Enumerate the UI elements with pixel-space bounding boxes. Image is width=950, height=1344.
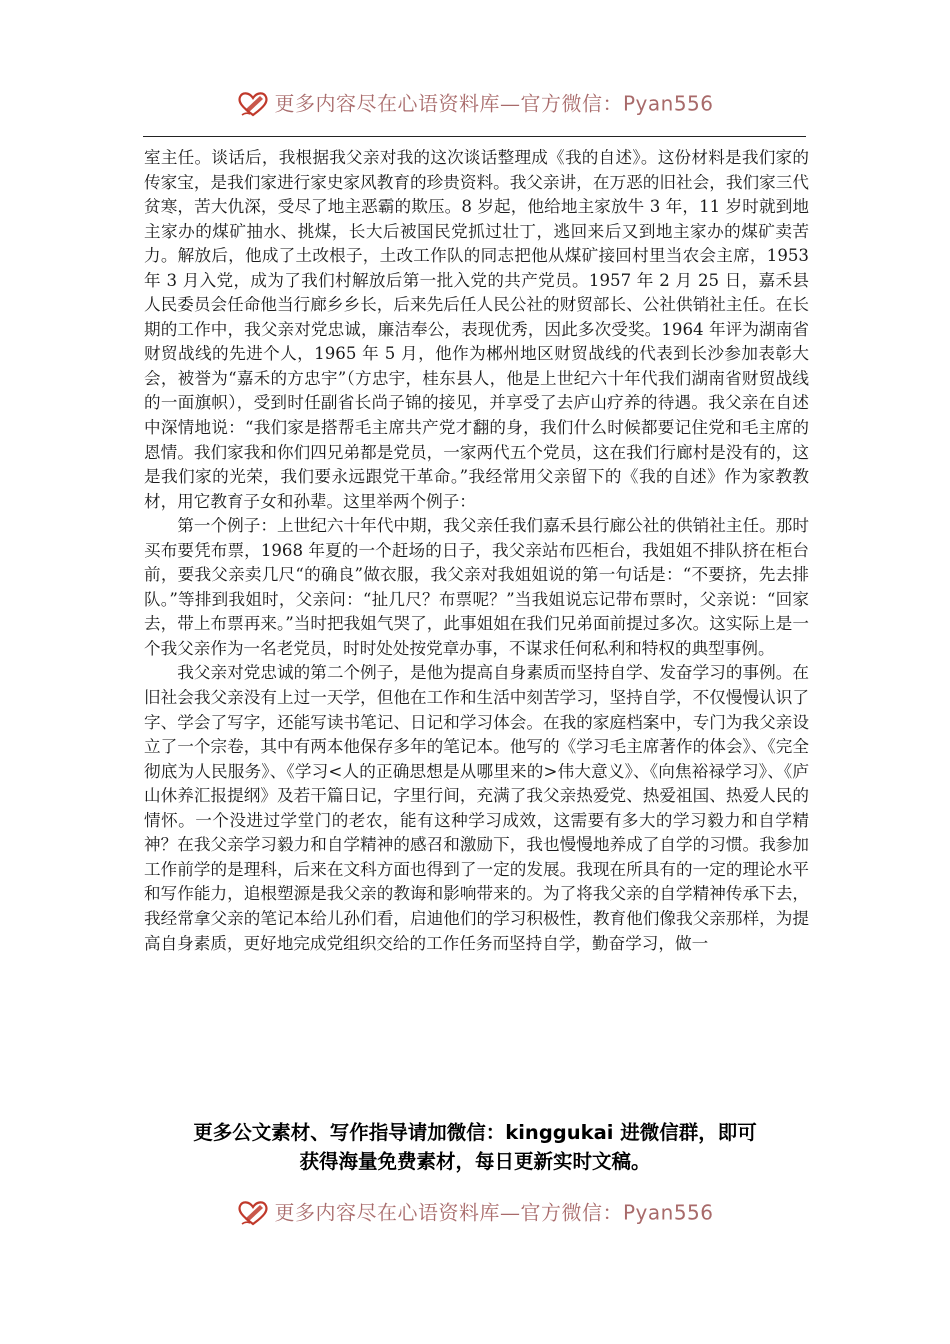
promo-notice <box>0 1118 950 1176</box>
article-paragraph-2: 第一个例子：上世纪六十年代中期，我父亲任我们嘉禾县行廊公社的供销社主任。那时买布要凭布票，1968 年夏的一个赶场的日子，我父亲站布匹柜台，我姐姐不排队挤在柜台前，要我父亲卖几尺“的确良”做衣服，我父亲对我姐姐说的第一句话是：“不要挤，先去排队。”等排到我姐时，父亲问：“扯几尺？布票呢？”当我姐说忘记带布票时，父亲说：“回家去，带上布票再来。”当时把我姐气哭了，此事姐姐在我们兄弟面前提过多次。这实际上是一个我父亲作为一名老党员，时时处处按党章办事，不谋求任何私利和特权的典型事例。 <box>144 516 809 658</box>
header-banner <box>0 88 950 118</box>
banner-wechat-id: Pyan556 <box>622 1200 714 1225</box>
header-divider <box>143 136 806 137</box>
banner-text: 更多内容尽在心语资料库—官方微信： <box>274 91 623 116</box>
article-paragraph-3: 我父亲对党忠诚的第二个例子，是他为提高自身素质而坚持自学、发奋学习的事例。在旧社会我父亲没有上过一天学，但他在工作和生活中刻苦学习，坚持自学，不仅慢慢认识了字、学会了写字，还能写读书笔记、日记和学习体会。在我的家庭档案中，专门为我父亲设立了一个宗卷，其中有两本他保存多年的笔记本。他写的《学习毛主席著作的体会》、《完全彻底为人民服务》、《学习<人的正确思想是从哪里来的>伟大意义》、《向焦裕禄学习》、《庐山休养汇报提纲》及若干篇日记，字里行间，充满了我父亲热爱党、热爱祖国、热爱人民的情怀。一个没进过学堂门的老农，能有这种学习成效，这需要有多大的学习毅力和自学精神？在我父亲学习毅力和自学精神的感召和激励下，我也慢慢地养成了自学的习惯。我参加工作前学的是理科，后来在文科方面也得到了一定的发展。我现在所具有的一定的理论水平和写作能力，追根塑源是我父亲的教诲和影响带来的。为了将我父亲的自学精神传承下去，我经常拿父亲的笔记本给儿孙们看，启迪他们的学习积极性，教育他们像我父亲那样，为提高自身素质，更好地完成党组织交给的工作任务而坚持自学，勤奋学习，做一 <box>144 663 809 953</box>
banner-wechat-id: Pyan556 <box>622 91 714 116</box>
article-body <box>144 146 809 956</box>
footer-banner <box>0 1197 950 1227</box>
promo-line-2: 获得海量免费素材，每日更新实时文稿。 <box>299 1150 651 1173</box>
heart-pen-logo-icon <box>236 1199 270 1227</box>
heart-pen-logo-icon <box>236 90 270 118</box>
article-paragraph-1: 室主任。谈话后，我根据我父亲对我的这次谈话整理成《我的自述》。这份材料是我们家的传家宝，是我们家进行家史家风教育的珍贵资料。我父亲讲，在万恶的旧社会，我们家三代贫寒，苦大仇深，受尽了地主恶霸的欺压。8 岁起，他给地主家放牛 3 年，11 岁时就到地主家办的煤矿抽水、挑煤，长大后被国民党抓过壮丁，逃回来后又到地主家办的煤矿卖苦力。解放后，他成了土改根子，土改工作队的同志把他从煤矿接回村里当农会主席，1953 年 3 月入党，成为了我们村解放后第一批入党的共产党员。1957 年 2 月 25 日，嘉禾县人民委员会任命他当行廊乡乡长，后来先后任人民公社的财贸部长、公社供销社主任。在长期的工作中，我父亲对党忠诚，廉洁奉公，表现优秀，因此多次受奖。1964 年评为湖南省财贸战线的先进个人，1965 年 5 月，他作为郴州地区财贸战线的代表到长沙参加表彰大会，被誉为“嘉禾的方忠宇”（方忠宇，桂东县人，他是上世纪六十年代我们湖南省财贸战线的一面旗帜），受到时任副省长尚子锦的接见，并享受了去庐山疗养的待遇。我父亲在自述中深情地说：“我们家是搭帮毛主席共产党才翻的身，我们什么时候都要记住党和毛主席的恩情。我们家我和你们四兄弟都是党员，一家两代五个党员，这在我们行廊村是没有的，这是我们家的光荣，我们要永远跟党干革命。”我经常用父亲留下的《我的自述》作为家教教材，用它教育子女和孙辈。这里举两个例子： <box>144 148 809 511</box>
banner-text: 更多内容尽在心语资料库—官方微信： <box>274 1200 623 1225</box>
promo-line-1: 更多公文素材、写作指导请加微信：kinggukai 进微信群，即可 <box>193 1121 757 1144</box>
